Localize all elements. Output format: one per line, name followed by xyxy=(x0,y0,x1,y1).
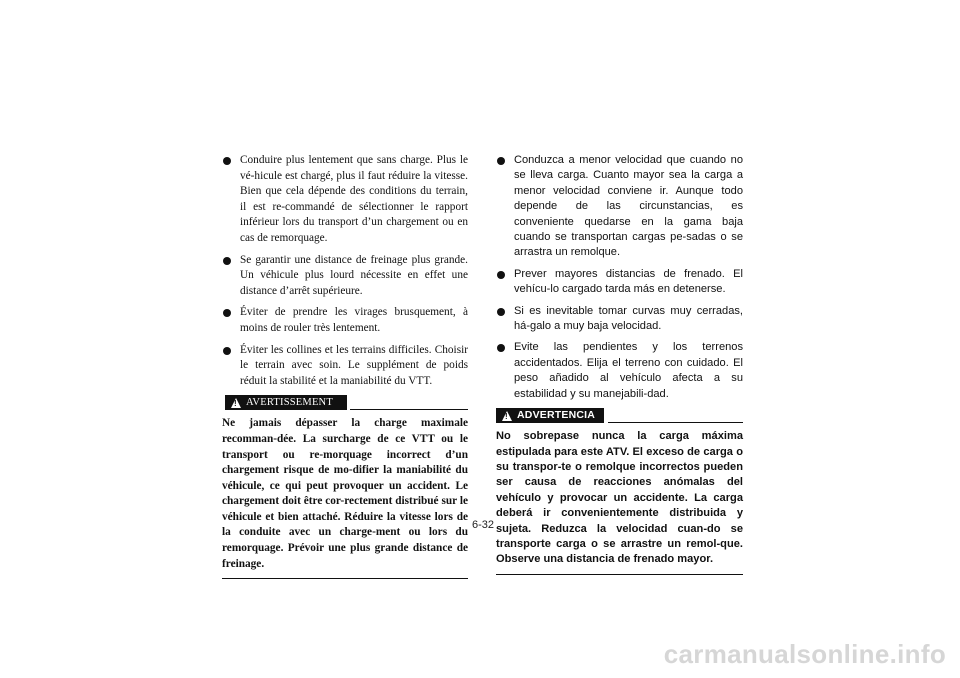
warning-text: No sobrepase nunca la carga máxima estipulada para este ATV. El exceso de carga o su transpor-te o remolque incorrectos pueden ser causa de reacciones anómalas del vehículo y provocar un accidente. La carga deberá ir convenientemente distribuida y sujeta. Reduzca la velocidad cuan-do se transporte carga o se arrastre un remol-que. Observe una distancia de frenado mayor. xyxy=(496,430,743,566)
bullet-icon xyxy=(223,347,231,355)
warning-triangle-icon xyxy=(231,398,241,408)
spanish-bullet-list xyxy=(496,153,743,402)
warning-badge xyxy=(496,408,604,423)
list-item: Éviter les collines et les terrains difficiles. Choisir le terrain avec soin. Le supplément de poids réduit la stabilité et la maniabilité du VTT. xyxy=(222,343,468,390)
list-item: Conduire plus lentement que sans charge. Plus le vé-hicule est chargé, plus il faut réduire la vitesse. Bien que cela dépende des conditions du terrain, il est re-commandé de sélectionner le rapport inférieur lors du transport d’un chargement ou en cas de remorquage. xyxy=(222,153,468,247)
list-item: Conduzca a menor velocidad que cuando no se lleva carga. Cuanto mayor sea la carga a menor velocidad conviene ir. Aunque todo depende de las circunstancias, es conveniente quedarse en la gama baja cuando se transportan cargas pe-sadas o se arrastra un remolque. xyxy=(496,153,743,261)
bullet-icon xyxy=(497,157,505,165)
warning-header xyxy=(222,395,468,413)
warning-text: Ne jamais dépasser la charge maximale recomman-dée. La surcharge de ce VTT ou le transport ou re-morquage incorrect d’un chargement risque de mo-difier la maniabilité du véhicule, ce qui peut provoquer un accident. Le chargement doit être cor-rectement distribué sur le véhicule et bien attaché. Réduire la vitesse lors de la conduite avec un charge-ment ou lors du remorquage. Prévoir une plus grande distance de freinage. xyxy=(222,417,468,570)
spanish-column xyxy=(496,153,743,575)
warning-bottom-rule xyxy=(496,574,743,575)
list-item: Se garantir une distance de freinage plus grande. Un véhicule plus lourd nécessite en effet une distance d’arrêt supérieure. xyxy=(222,253,468,300)
french-column xyxy=(222,153,468,579)
bullet-icon xyxy=(223,309,231,317)
list-item: Prever mayores distancias de frenado. El vehícu-lo cargado tarda más en detenerse. xyxy=(496,267,743,298)
warning-badge xyxy=(225,395,347,410)
bullet-icon xyxy=(497,271,505,279)
warning-triangle-icon xyxy=(502,411,512,421)
warning-label: ADVERTENCIA xyxy=(517,408,596,421)
warning-header-rule xyxy=(608,422,743,423)
page-number: 6-32 xyxy=(471,519,495,531)
list-item: Éviter de prendre les virages brusquement, à moins de rouler très lentement. xyxy=(222,305,468,336)
french-bullet-list xyxy=(222,153,468,389)
bullet-icon xyxy=(497,344,505,352)
warning-header-rule xyxy=(350,409,468,410)
warning-label: AVERTISSEMENT xyxy=(246,397,333,409)
list-item: Si es inevitable tomar curvas muy cerradas, há-galo a muy baja velocidad. xyxy=(496,304,743,335)
list-item: Evite las pendientes y los terrenos accidentados. Elija el terreno con cuidado. El peso añadido al vehículo afecta a su estabilidad y su manejabili-dad. xyxy=(496,340,743,402)
bullet-icon xyxy=(497,308,505,316)
watermark-text: carmanualsonline.info xyxy=(663,639,946,669)
bullet-icon xyxy=(223,257,231,265)
warning-header xyxy=(496,408,743,426)
bullet-icon xyxy=(223,157,231,165)
warning-bottom-rule xyxy=(222,578,468,579)
